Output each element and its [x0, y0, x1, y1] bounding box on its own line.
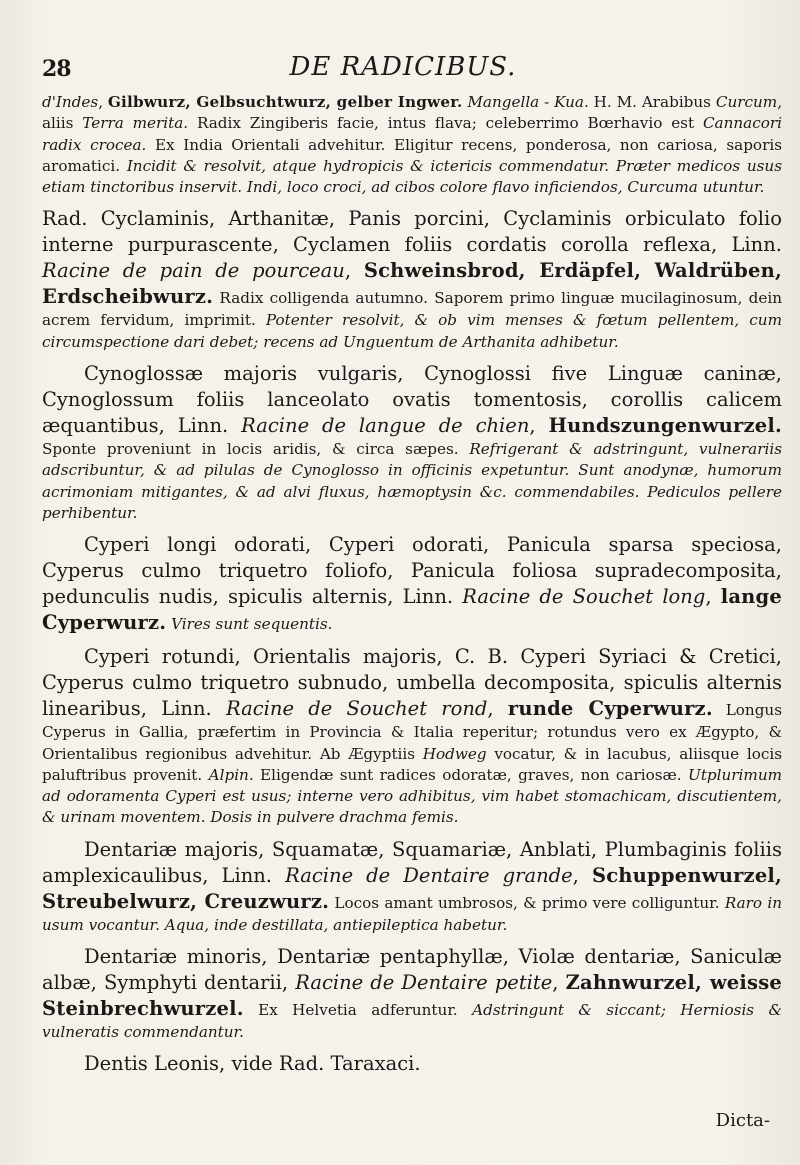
text-segment: Utplurimum ad odoramenta Cyperi est usus; interne vero adhibitus, vim habet stomachicam, discutientem, & urinam moventem. Dosis in pulvere drachma femis. — [42, 765, 782, 827]
text-segment: Eligendæ sunt radices odoratæ, graves, non cariosæ. — [253, 765, 689, 784]
text-segment: Curcum — [715, 93, 778, 111]
text-segment: Adstringunt & siccant; Herniosis & vulneratis commendantur. — [42, 1001, 782, 1042]
entry-dentariae-majoris — [42, 837, 782, 936]
entry-paragraph — [42, 532, 782, 636]
text-segment: Dentis Leonis, vide Rad. Taraxaci. — [84, 1052, 421, 1076]
text-segment: Cynoglossæ majoris vulgaris, Cynoglossi five Linguæ caninæ, Cynoglossum foliis lanceolato ovatis tomentosis, corollis calicem æquantibus, Linn. — [42, 362, 782, 438]
text-segment: Racine de Dentaire petite — [295, 971, 553, 995]
text-segment: Hundszungenwurzel. — [548, 414, 783, 438]
text-segment: Rad. Cyclaminis, Arthanitæ, Panis porcini, Cyclaminis orbiculato folio interne purpurascente, Cyclamen foliis cordatis corolla reflexa, Linn. — [42, 207, 782, 257]
text-segment: Terra merita. — [82, 114, 189, 133]
entry-paragraph — [42, 644, 782, 828]
text-segment: Vires sunt sequentis. — [171, 615, 333, 634]
text-segment: Zahnwurzel, weisse Steinbrechwurzel. — [42, 971, 782, 1021]
text-segment: Ex India Orientali advehitur. Eligitur recens, ponderosa, non cariosa, saporis aromatici. — [42, 135, 782, 175]
text-segment: , — [572, 863, 592, 887]
entry-paragraph — [42, 837, 782, 936]
text-segment: , — [552, 971, 566, 995]
text-segment: d'Indes — [42, 93, 99, 111]
text-segment: Dentariæ majoris, Squamatæ, Squamariæ, Anblati, Plumbaginis foliis amplexicaulibus, Linn. — [42, 837, 782, 887]
entry-paragraph — [42, 92, 782, 198]
text-segment: Radix colligenda autumno. Saporem primo linguæ mucilaginosum, dein acrem fervidum, imprimit. — [42, 289, 782, 330]
text-segment: Gilbwurz, Gelbsuchtwurz, gelber Ingwer. — [107, 93, 463, 111]
text-segment: Raro in usum vocantur. Aqua, inde destillata, antiepileptica habetur. — [42, 893, 782, 934]
text-segment: , aliis — [42, 93, 783, 133]
text-segment: Radix Zingiberis facie, intus flava; celeberrimo Bœrhavio est — [188, 114, 703, 133]
text-segment: Dentariæ minoris, Dentariæ pentaphyllæ, Violæ dentariæ, Saniculæ albæ, Symphyti dentarii, — [42, 945, 782, 995]
entry-cyclaminis — [42, 206, 782, 353]
entry-dentis-leonis — [42, 1051, 782, 1077]
text-segment: Cyperi longi odorati, Cyperi odorati, Panicula sparsa speciosa, Cyperus culmo triquetro foliofo, Panicula foliosa supradecomposita, pedunculis nudis, spiculis alternis, Linn. — [42, 533, 782, 609]
text-segment: Alpin. — [208, 765, 254, 784]
entry-paragraph — [42, 944, 782, 1043]
text-segment: Potenter resolvit, & ob vim menses & fœtum pellentem, cum circumspectione dari debet; recens ad Unguentum de Arthanita adhibetur. — [42, 311, 782, 351]
text-segment: , — [529, 414, 549, 438]
text-segment: Sponte proveniunt in locis aridis, & circa sæpes. — [42, 440, 470, 459]
text-segment: Mangella - Kua. — [467, 93, 589, 111]
text-segment: runde Cyperwurz. — [507, 697, 713, 721]
entry-dentariae-minoris — [42, 944, 782, 1043]
text-segment: Cyperi rotundi, Orientalis majoris, C. B. Cyperi Syriaci & Cretici, Cyperus culmo triquetro subnudo, umbella decomposita, spiculis alternis linearibus, Linn. — [42, 645, 782, 721]
entry-cyperi-longi — [42, 532, 782, 636]
text-segment: , — [98, 93, 108, 111]
text-segment: vocatur, & in lacubus, aliisque locis paluftribus provenit. — [42, 744, 782, 784]
text-segment: Incidit & resolvit, atque hydropicis & ictericis commendatur. Præter medicos usus etiam tinctoribus inservit. Indi, loco croci, ad cibos colore flavo inficiendos, Curcuma utuntur. — [42, 156, 782, 197]
page-title: DE RADICIBUS. — [289, 52, 517, 82]
running-header — [42, 50, 764, 84]
text-segment: Longus Cyperus in Gallia, præfertim in Provincia & Italia reperitur; rotundus vero ex Ægypto, & Orientalibus regionibus advehitur. Ab Ægyptiis — [42, 701, 783, 763]
entry-cyperi-rotundi — [42, 644, 782, 828]
text-segment: Racine de pain de pourceau — [42, 259, 345, 283]
text-segment: Cannacori radix crocea. — [42, 114, 782, 154]
text-segment: Ex Helvetia adferuntur. — [243, 1001, 473, 1020]
text-segment: H. M. Arabibus — [588, 93, 716, 111]
text-segment: lange Cyperwurz. — [42, 585, 782, 635]
text-segment: , — [344, 259, 364, 283]
text-segment: , — [487, 697, 508, 721]
text-segment: Schweinsbrod, Erdäpfel, Waldrüben, Erdscheibwurz. — [42, 259, 782, 309]
text-segment: Locos amant umbrosos, & primo vere colliguntur. — [329, 893, 725, 912]
text-segment: Racine de Souchet rond — [226, 697, 488, 721]
entry-cynoglossae — [42, 361, 782, 524]
catchword: Dicta- — [715, 1110, 770, 1131]
entry-indes — [42, 92, 782, 198]
text-segment: Refrigerant & adstringunt, vulnerariis adscribuntur, & ad pilulas de Cynoglosso in officinis expetuntur. Sunt anodynæ, humorum acrimoniam mitigantes, & ad alvi fluxus, hæmoptysin &c. commendabiles. Pediculos pellere perhibentur. — [42, 440, 782, 522]
text-segment: , — [705, 585, 721, 609]
text-body — [42, 92, 782, 1085]
entry-paragraph — [42, 206, 782, 353]
entry-paragraph — [42, 361, 782, 524]
text-segment: Racine de Dentaire grande — [285, 863, 573, 887]
entry-paragraph — [42, 1051, 782, 1077]
text-segment: Racine de langue de chien — [241, 414, 530, 438]
text-segment: Schuppenwurzel, Streubelwurz, Creuzwurz. — [42, 863, 783, 913]
page-number: 28 — [42, 56, 71, 82]
text-segment: Hodweg — [422, 744, 487, 763]
text-segment: Racine de Souchet long — [462, 585, 706, 609]
